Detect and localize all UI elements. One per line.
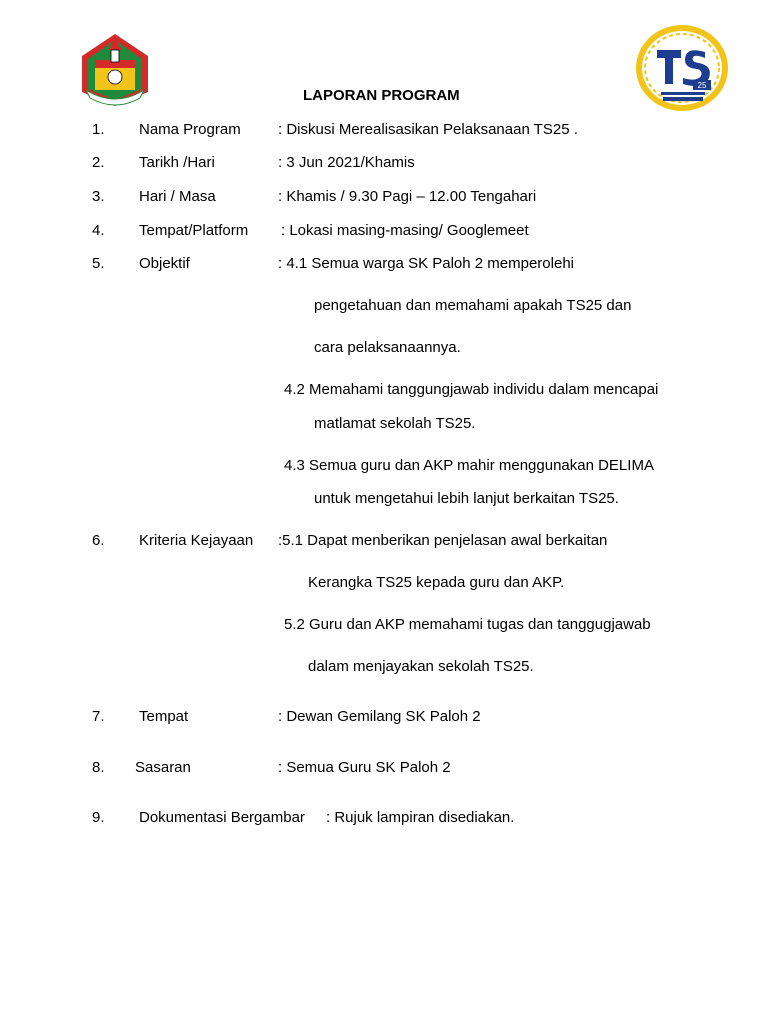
objektif-continuation: cara pelaksanaannya.: [314, 339, 461, 356]
item-number: 9.: [92, 809, 105, 826]
kriteria-continuation: Kerangka TS25 kepada guru dan AKP.: [308, 574, 565, 591]
item-value-nama-program: : Diskusi Merealisasikan Pelaksanaan TS25 .: [278, 121, 578, 138]
item-label-kriteria-kejayaan: Kriteria Kejayaan: [139, 532, 254, 549]
item-label-objektif: Objektif: [139, 255, 190, 272]
item-label-dokumentasi: Dokumentasi Bergambar: [139, 809, 305, 826]
objektif-point-continuation: matlamat sekolah TS25.: [314, 415, 476, 432]
document-title: LAPORAN PROGRAM: [303, 87, 460, 104]
item-label-nama-program: Nama Program: [139, 121, 241, 138]
item-value-tempat: : Dewan Gemilang SK Paloh 2: [278, 708, 481, 725]
item-number: 5.: [92, 255, 105, 272]
item-label-tempat: Tempat: [139, 708, 189, 725]
svg-text:25: 25: [697, 81, 707, 90]
kriteria-point-continuation: dalam menjayakan sekolah TS25.: [308, 658, 534, 675]
item-value-tarikh: : 3 Jun 2021/Khamis: [278, 154, 415, 171]
item-value-dokumentasi: : Rujuk lampiran disediakan.: [326, 809, 515, 826]
item-number: 4.: [92, 222, 105, 239]
item-label-tarikh: Tarikh /Hari: [139, 154, 215, 171]
item-value-hari-masa: : Khamis / 9.30 Pagi – 12.00 Tengahari: [278, 188, 537, 205]
item-number: 7.: [92, 708, 105, 725]
item-label-tempat-platform: Tempat/Platform: [139, 222, 249, 239]
item-number: 3.: [92, 188, 105, 205]
objektif-point-continuation: untuk mengetahui lebih lanjut berkaitan TS25.: [314, 490, 619, 507]
school-crest-icon: [78, 32, 152, 108]
item-label-sasaran: Sasaran: [135, 759, 191, 776]
item-value-sasaran: : Semua Guru SK Paloh 2: [278, 759, 451, 776]
objektif-point: 4.3 Semua guru dan AKP mahir menggunakan DELIMA: [284, 457, 654, 474]
item-value-tempat-platform: : Lokasi masing-masing/ Googlemeet: [281, 222, 529, 239]
objektif-point: 4.2 Memahami tanggungjawab individu dalam mencapai: [284, 381, 659, 398]
item-value-kriteria-kejayaan: :5.1 Dapat menberikan penjelasan awal berkaitan: [278, 532, 608, 549]
item-value-objektif: : 4.1 Semua warga SK Paloh 2 memperolehi: [278, 255, 574, 272]
objektif-continuation: pengetahuan dan memahami apakah TS25 dan: [314, 297, 632, 314]
ts25-logo-icon: [633, 22, 731, 114]
item-number: 2.: [92, 154, 105, 171]
item-number: 8.: [92, 759, 105, 776]
item-label-hari-masa: Hari / Masa: [139, 188, 216, 205]
kriteria-point: 5.2 Guru dan AKP memahami tugas dan tanggugjawab: [284, 616, 651, 633]
item-number: 1.: [92, 121, 105, 138]
item-number: 6.: [92, 532, 105, 549]
